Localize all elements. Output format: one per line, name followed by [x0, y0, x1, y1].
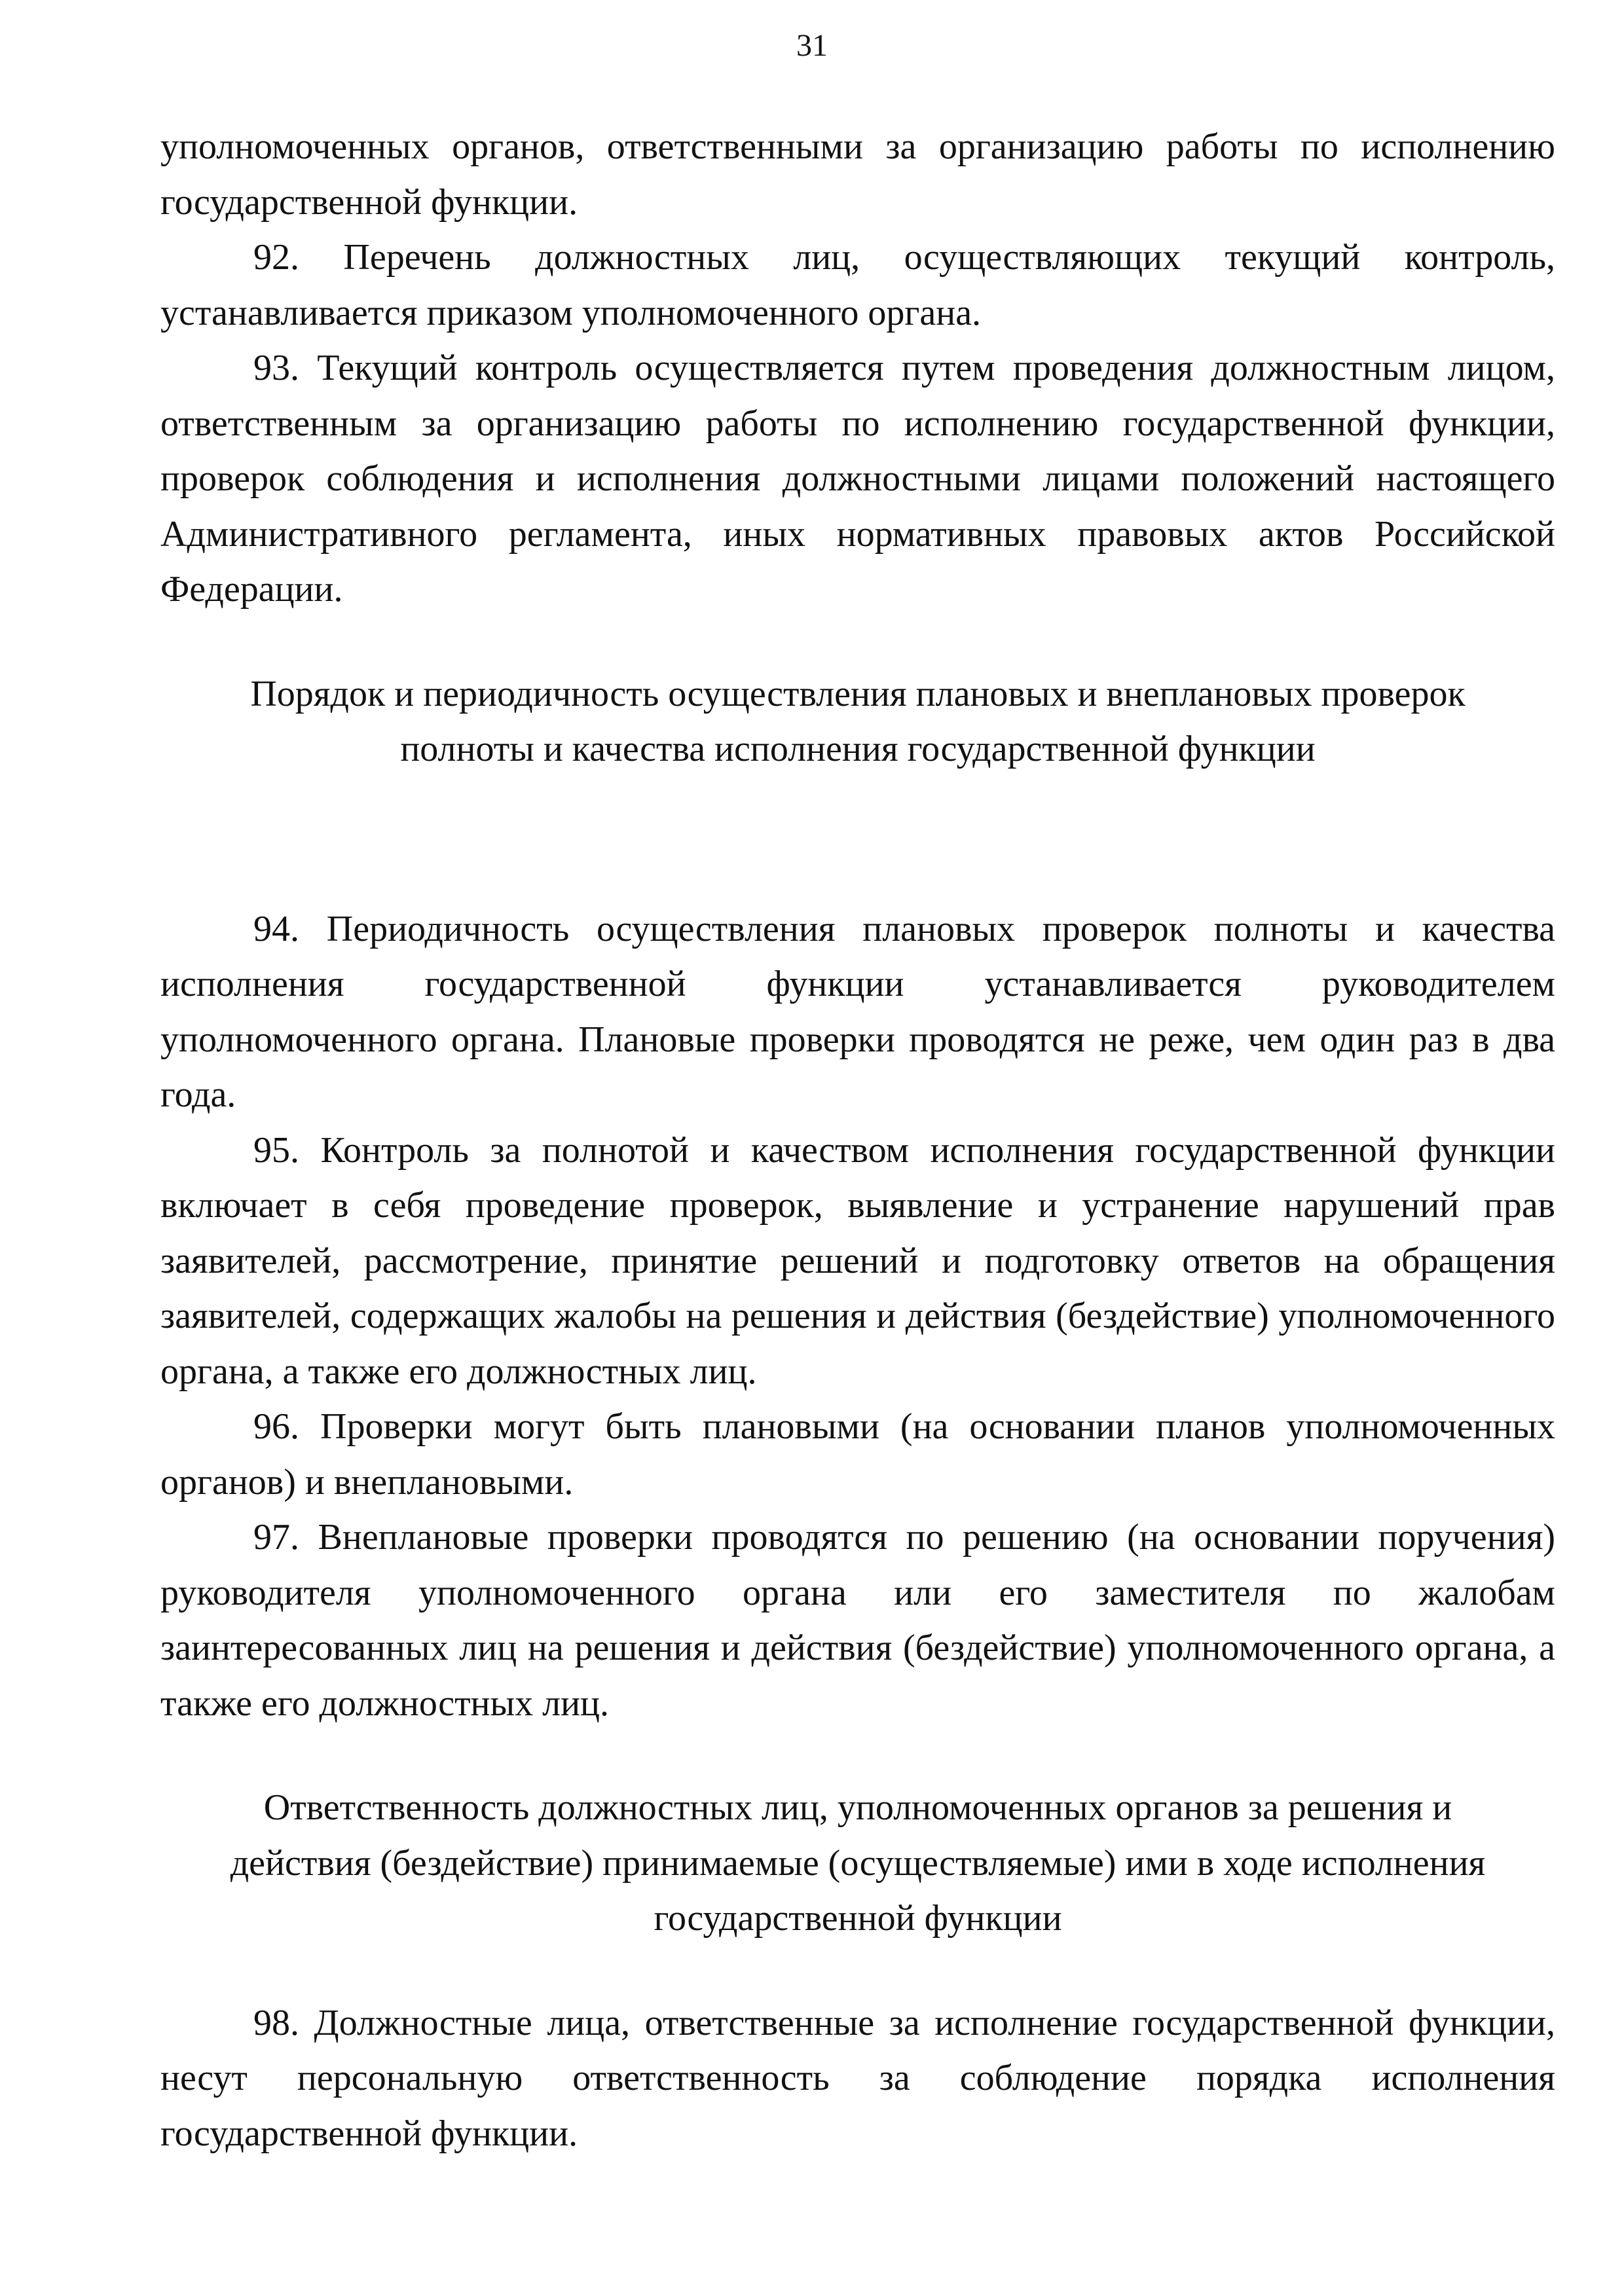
paragraph-96: 96. Проверки могут быть плановыми (на основании планов уполномоченных органов) и внеплановыми. [160, 1406, 1555, 1503]
section-heading-inspections: Порядок и периодичность осуществления плановых и внеплановых проверок полноты и качества исполнения государственной функции [250, 673, 1466, 769]
paragraph-98: 98. Должностные лица, ответственные за исполнение государственной функции, несут персональную ответственность за соблюдение порядка исполнения государственной функции. [160, 2002, 1555, 2154]
section-heading-responsibility: Ответственность должностных лиц, уполномоченных органов за решения и действия (бездействие) принимаемые (осуществляемые) ими в ходе исполнения государственной функции [230, 1787, 1486, 1939]
document-body [160, 119, 1555, 2161]
paragraph-92: 92. Перечень должностных лиц, осуществляющих текущий контроль, устанавливается приказом уполномоченного органа. [160, 237, 1555, 333]
paragraph-94: 94. Периодичность осуществления плановых проверок полноты и качества исполнения государственной функции устанавливается руководителем уполномоченного органа. Плановые проверки проводятся не реже, чем один раз в два года. [160, 908, 1555, 1115]
paragraph-95: 95. Контроль за полнотой и качеством исполнения государственной функции включает в себя проведение проверок, выявление и устранение нарушений прав заявителей, рассмотрение, принятие решений и подготовку ответов на обращения заявителей, содержащих жалобы на решения и действия (бездействие) уполномоченного органа, а также его должностных лиц. [160, 1129, 1555, 1392]
paragraph-97: 97. Внеплановые проверки проводятся по решению (на основании поручения) руководителя уполномоченного органа или его заместителя по жалобам заинтересованных лиц на решения и действия (бездействие) уполномоченного органа, а также его должностных лиц. [160, 1517, 1555, 1724]
page-number: 31 [796, 28, 828, 63]
paragraph-93: 93. Текущий контроль осуществляется путем проведения должностным лицом, ответственным за организацию работы по исполнению государственной функции, проверок соблюдения и исполнения должностными лицами положений настоящего Административного регламента, иных нормативных правовых актов Российской Федерации. [160, 348, 1555, 610]
paragraph-continuation: уполномоченных органов, ответственными за организацию работы по исполнению государственной функции. [160, 126, 1555, 223]
